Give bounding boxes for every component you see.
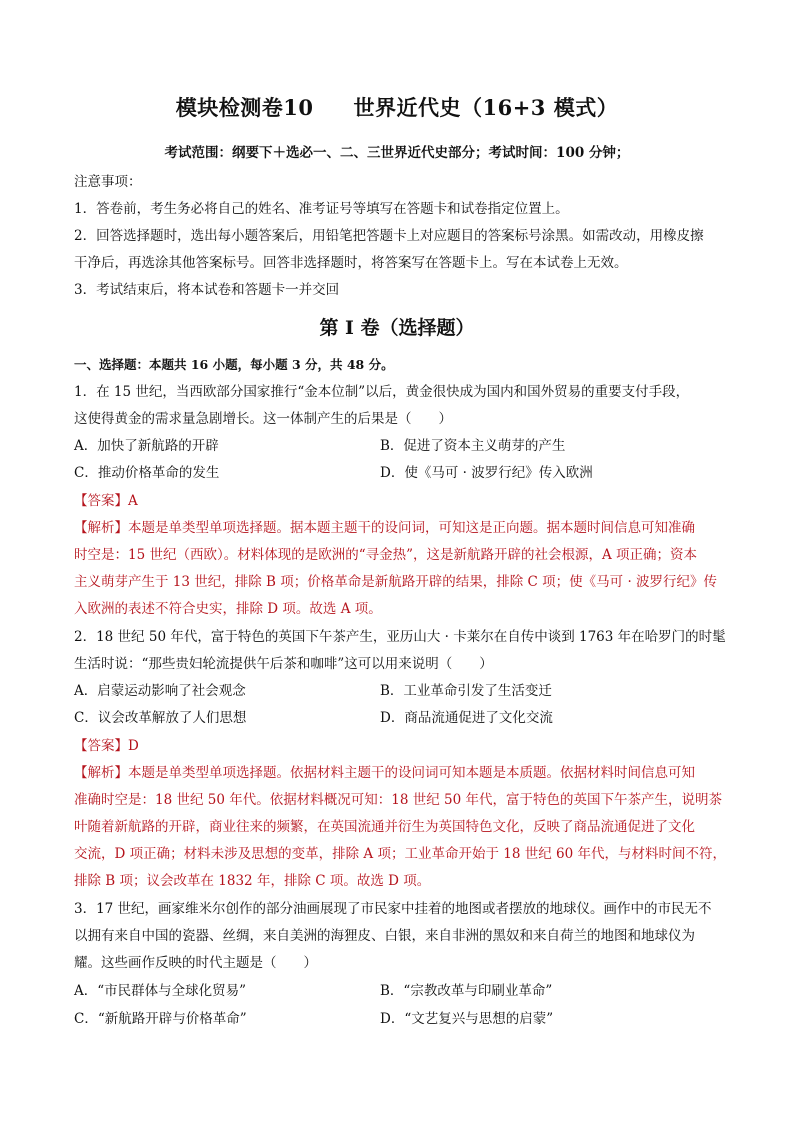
- question-stem: 3．17 世纪，画家维米尔创作的部分油画展现了市民家中挂着的地图或者摆放的地球仪。画作中的市民无不: [74, 901, 712, 917]
- analysis-text: 时空是：15 世纪（西欧）。材料体现的是欧洲的“寻金热”，这是新航路开辟的社会根源，A 项正确；资本: [74, 547, 698, 563]
- note-item: 2．回答选择题时，选出每小题答案后，用铅笔把答题卡上对应题目的答案标号涂黑。如需改动，用橡皮擦: [74, 228, 704, 244]
- question-stem: 生活时说：“那些贵妇轮流提供午后茶和咖啡”这可以用来说明（ ）: [74, 656, 493, 672]
- option-a: A．“市民群体与全球化贸易”: [74, 983, 247, 999]
- answer-tag: 【答案】: [74, 738, 128, 754]
- note-item: 干净后，再选涂其他答案标号。回答非选择题时，将答案写在答题卡上。写在本试卷上无效。: [74, 255, 628, 271]
- option-c: C．推动价格革命的发生: [74, 465, 220, 481]
- answer-value: D: [128, 738, 139, 754]
- analysis-text: 主义萌芽产生于 13 世纪，排除 B 项；价格革命是新航路开辟的结果，排除 C 项；使《马可 · 波罗行纪》传: [74, 574, 718, 590]
- answer-line: [74, 491, 138, 511]
- option-b: B．促进了资本主义萌芽的产生: [380, 438, 566, 454]
- section-title: 第 I 卷（选择题）: [319, 317, 475, 339]
- analysis-text: 本题是单类型单项选择题。依据材料主题干的设问词可知本题是本质题。依据材料时间信息可知: [128, 765, 695, 781]
- analysis-tag: 【解析】: [74, 765, 128, 781]
- question-stem: 这使得黄金的需求量急剧增长。这一体制产生的后果是（ ）: [74, 411, 452, 427]
- section-heading: 一、选择题：本题共 16 小题，每小题 3 分，共 48 分。: [74, 357, 394, 372]
- analysis-text: 交流，D 项正确；材料未涉及思想的变革，排除 A 项；工业革命开始于 18 世纪 60 年代，与材料时间不符，: [74, 846, 726, 862]
- page-title: [0, 92, 794, 122]
- exam-scope: 考试范围：纲要下＋选必一、二、三世界近代史部分；考试时间：100 分钟；: [164, 145, 630, 161]
- analysis-text: 准确时空是：18 世纪 50 年代。依据材料概况可知：18 世纪 50 年代，富于特色的英国下午茶产生，说明茶: [74, 792, 722, 808]
- question-stem: 1．在 15 世纪，当西欧部分国家推行“金本位制”以后，黄金很快成为国内和国外贸易的重要支付手段，: [74, 384, 690, 400]
- title-left: 模块检测卷10: [175, 95, 314, 120]
- analysis-tag: 【解析】: [74, 520, 128, 536]
- analysis-line: [74, 763, 695, 783]
- note-item: 3．考试结束后，将本试卷和答题卡一并交回: [74, 282, 340, 298]
- note-item: 1．答卷前，考生务必将自己的姓名、准考证号等填写在答题卡和试卷指定位置上。: [74, 201, 569, 217]
- analysis-line: [74, 518, 695, 538]
- title-right: 世界近代史（16+3 模式）: [353, 95, 619, 120]
- option-d: D．商品流通促进了文化交流: [380, 710, 553, 726]
- option-c: C．议会改革解放了人们思想: [74, 710, 247, 726]
- answer-line: [74, 736, 139, 756]
- option-b: B．“宗教改革与印刷业革命”: [380, 983, 553, 999]
- notes-label: 注意事项：: [74, 174, 142, 190]
- answer-value: A: [128, 493, 138, 509]
- analysis-text: 本题是单类型单项选择题。据本题主题干的设问词，可知这是正向题。据本题时间信息可知准确: [128, 520, 695, 536]
- question-stem: 耀。这些画作反映的时代主题是（ ）: [74, 955, 317, 971]
- option-d: D．“文艺复兴与思想的启蒙”: [380, 1011, 554, 1027]
- analysis-text: 排除 B 项；议会改革在 1832 年，排除 C 项。故选 D 项。: [74, 873, 431, 889]
- analysis-text: 入欧洲的表述不符合史实，排除 D 项。故选 A 项。: [74, 601, 382, 617]
- question-stem: 以拥有来自中国的瓷器、丝绸，来自美洲的海狸皮、白银，来自非洲的黑奴和来自荷兰的地图和地球仪为: [74, 928, 695, 944]
- option-c: C．“新航路开辟与价格革命”: [74, 1011, 247, 1027]
- answer-tag: 【答案】: [74, 493, 128, 509]
- option-a: A．启蒙运动影响了社会观念: [74, 683, 246, 699]
- question-stem: 2．18 世纪 50 年代，富于特色的英国下午茶产生，亚历山大 · 卡莱尔在自传中谈到 1763 年在哈罗门的时髦: [74, 629, 726, 645]
- option-b: B．工业革命引发了生活变迁: [380, 683, 552, 699]
- option-a: A．加快了新航路的开辟: [74, 438, 219, 454]
- analysis-text: 叶随着新航路的开辟，商业往来的频繁，在英国流通并衍生为英国特色文化，反映了商品流通促进了文化: [74, 819, 695, 835]
- option-d: D．使《马可 · 波罗行纪》传入欧洲: [380, 465, 593, 481]
